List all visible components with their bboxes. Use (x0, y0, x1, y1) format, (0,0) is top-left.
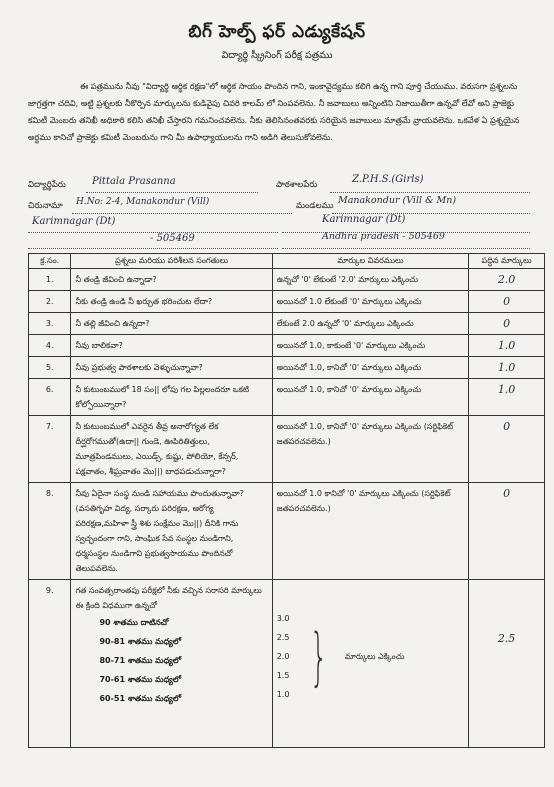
row-marks: 2.0 (469, 269, 545, 291)
row-question: నీ తండ్రి జీవించి ఉన్నాడా? (71, 269, 272, 291)
row-marks: 0 (469, 483, 545, 580)
row-sno: 5. (29, 357, 71, 379)
table-header-row (29, 254, 545, 269)
row-question: నీవు బాలికవా? (71, 335, 272, 357)
form-subtitle: విద్యార్థి స్క్రీనింగ్ పరీక్ష పత్రము (221, 50, 333, 61)
school-name-label: పాఠశాలపేరు (276, 180, 318, 190)
row-options: లేకుంటే 2.0 ఉన్నచో '0' మార్కులు ఎక్కించు (272, 313, 468, 335)
grade-marks-list (277, 609, 290, 704)
grade-ranges (99, 613, 267, 708)
row-question: నీవు ప్రభుత్వ పాఠశాలకు వెళ్ళుచున్నావా? (71, 357, 272, 379)
row-options (272, 580, 468, 748)
district-value-left: Karimnagar (Dt) (32, 216, 116, 227)
row-question (71, 580, 272, 748)
row-options: అయినచో 1.0 లేకుంటే '0' మార్కులు ఎక్కించు (272, 291, 468, 313)
grade-mark: 2.0 (276, 652, 290, 661)
row-question: నీ తల్లి జీవించి ఉన్నదా? (71, 313, 272, 335)
row-sno: 3. (29, 313, 71, 335)
student-name-value: Pittala Prasanna (92, 176, 176, 187)
row-options: ఉన్నచో '0' లేకుంటే '2.0' మార్కులు ఎక్కించు (272, 269, 468, 291)
row-options: అయినచో 1.0, కానిచో '0' మార్కులు ఎక్కించు (సర్టిఫికెట్ జతపరచవలెను.) (272, 416, 468, 483)
grade-mark: 2.5 (276, 633, 290, 642)
row-question: నీవు ఏదైనా సంస్థ నుండి సహాయము పొందుతున్నావా? (వసతిగృహ విద్య, సర్కారు పరిరక్షణ, ఆరోగ్య పరిరక్షణ,మహిళా స్త్రీ శిశు సంక్షేమం మొ||) దీనికి గాను స్వచ్ఛందంగా గాని, సాంఘిక సేవ సంస్థల నుండిగాని, ధర్మసంస్థల నుండిగాని ప్రభుత్వసాయము పొందినచో తెలుపవలెను. (71, 483, 272, 580)
row-options: అయినచో 1.0, కానిచో '0' మార్కులు ఎక్కించు (272, 357, 468, 379)
screening-table (28, 253, 545, 748)
pin-value-right: Andhra pradesh - 505469 (322, 231, 445, 242)
grade-instruction: మార్కులు ఎక్కించు (344, 652, 405, 661)
row-options: అయినచో 1.0, కాకుంటే '0' మార్కులు ఎక్కించు (272, 335, 468, 357)
grade-mark: 1.5 (276, 671, 290, 680)
header-options: మార్కుల వివరములు (272, 254, 468, 269)
table-row (29, 335, 545, 357)
header-marks: పద్ధిన మార్కులు (469, 254, 545, 269)
table-row (29, 379, 545, 416)
header-question: ప్రశ్నలు మరియు పరిశీలన సంగతులు (71, 254, 272, 269)
row-marks: 0 (469, 291, 545, 313)
grade-range: 90-81 శాతము మధ్యలో (99, 637, 182, 646)
grade-mark: 3.0 (276, 614, 290, 623)
student-name-label: విద్యార్థిపేరు (28, 180, 66, 190)
row-question: నీ కుటుంబములో 18 సం|| లోపు గల పిల్లలందరూ ఒకటి కోల్పోయిన్నారా? (71, 379, 272, 416)
grade-mark: 1.0 (276, 690, 290, 699)
grade-range: 70-61 శాతము మధ్యలో (99, 675, 182, 684)
row-marks (469, 580, 545, 748)
student-name-line (86, 192, 258, 193)
table-row (29, 313, 545, 335)
pin-line-right (282, 248, 530, 249)
row-sno: 7. (29, 416, 71, 483)
table-row (29, 357, 545, 379)
row-sno: 9. (29, 580, 71, 748)
row-sno: 6. (29, 379, 71, 416)
row-options: అయినచో 1.0, కానిచో '0' మార్కులు ఎక్కించు (272, 379, 468, 416)
row-marks-value: 2.5 (497, 632, 516, 645)
table-row (29, 416, 545, 483)
mandal-value: Manakondur (Vill & Mn) (338, 195, 457, 206)
form-title: బిగ్ హెల్ప్ ఫర్ ఎడ్యుకేషన్ (188, 22, 366, 42)
table-row (29, 483, 545, 580)
row-marks: 0 (469, 416, 545, 483)
pin-value-left: - 505469 (150, 233, 195, 244)
header-sno: క్ర.సం. (29, 254, 71, 269)
address-label: చిరునామా (28, 201, 63, 211)
row-options: అయినచో 1.0 కానిచో '0' మార్కులు ఎక్కించు (సర్టిఫికెట్ జతపరచవలెను.) (272, 483, 468, 580)
address-value: H.No: 2-4, Manakondur (Vill) (76, 197, 210, 207)
pin-line-left (28, 248, 278, 249)
row-question: నీకు తండ్రి ఉండి నీ ఖర్చుత భరించుట లేదా? (71, 291, 272, 313)
instructions-paragraph: ఈ పత్రమును నీవు "విద్యార్థి ఆర్థిక రక్షణ"లో ఆర్థిక సాయం పొందిన గాని, ఇంకావైద్యము కలిగి ఉన్న గాని పూర్తి చేయుము. వరుసగా ప్రశ్నలను జాగ్రత్తగా చదివి, అట్టి ప్రశ్నలకు నీకొర్పిన మార్కులను కుడివైపు చివరి కాలమ్ లో నింపవలెను. నీ జవాబులు అన్నింటిని నిజాయితీగా ఉన్నవో లేవో అని ప్రాజెక్టు కమిటీ మెంబరు తనిఖీ అధికారి కలిసి తనిఖీ చేస్తారని గమనించవలెను. నీకు తెలిసినంతవరకు సరియైన జవాబులు మాత్రమే వ్రాయవలెను. ఒకవేళ ఏ ప్రశ్నయైన అర్థము కానిచో ప్రాజెక్టు కమిటీ మెంబరును గాని మీ ఉపాధ్యాయులను గాని అడిగి తెలుసుకోవలెను. (28, 81, 520, 142)
table-row (29, 291, 545, 313)
grade-range: 60-51 శాతము మధ్యలో (99, 694, 182, 703)
row-marks: 0 (469, 313, 545, 335)
row-marks: 1.0 (469, 335, 545, 357)
mandal-label: మండలము (296, 201, 334, 211)
school-name-line (330, 192, 530, 193)
row-sno: 4. (29, 335, 71, 357)
address-line (72, 213, 292, 214)
district-value-right: Karimnagar (Dt) (322, 214, 406, 225)
grade-range: 90 శాతము దాటినచో (99, 618, 169, 627)
brace-glyph: } (310, 619, 329, 693)
table-row (29, 269, 545, 291)
row-sno: 8. (29, 483, 71, 580)
row-question-text: గత సంవత్సరాంతపు పరీక్షలో నీకు వచ్చిన సరాసరి మార్కులు ఈ క్రింది విధముగా ఉన్నచో (75, 586, 262, 610)
row-question: నీ కుటుంబములో ఎవరైన తీవ్ర అనారోగ్యత లేక దీర్ఘరోగముతో(ఉదా|| గుండె, ఊపిరితిత్తులు, మూత్రపిండములు, ఎయిడ్స్, కుష్టు, పోలియో, కేన్సర్, పక్షవాతం, శీఘ్రవాతం మొ||) బాధపడుచున్నారా? (71, 416, 272, 483)
grade-marks-box (277, 609, 464, 704)
row-sno: 2. (29, 291, 71, 313)
row-sno: 1. (29, 269, 71, 291)
school-name-value: Z.P.H.S.(Girls) (352, 174, 424, 185)
grade-range: 80-71 శాతము మధ్యలో (99, 656, 182, 665)
table-row (29, 580, 545, 748)
row-marks: 1.0 (469, 357, 545, 379)
row-marks: 1.0 (469, 379, 545, 416)
